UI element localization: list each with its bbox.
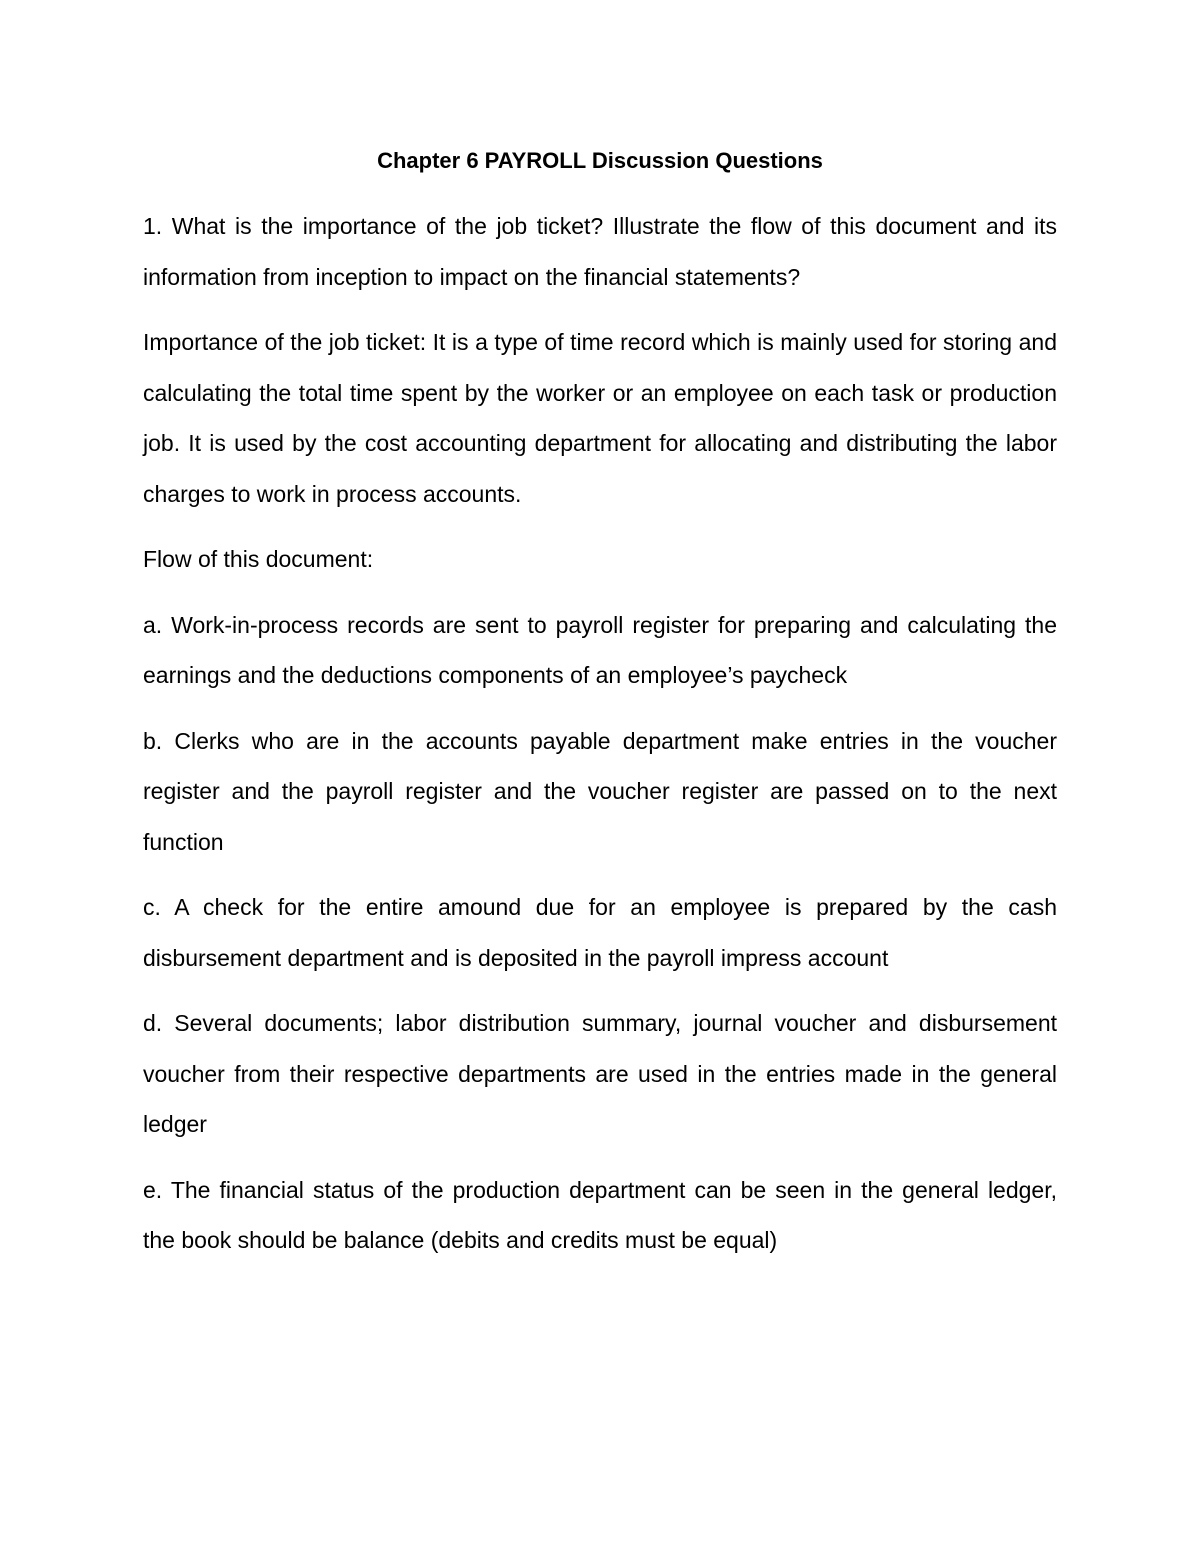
- flow-step-a: a. Work-in-process records are sent to payroll register for preparing and calculating the earnings and the deductions components of an employee’s paycheck: [143, 611, 1057, 688]
- flow-step-e: e. The financial status of the production department can be seen in the general ledger, the book should be balance (debits and credits must be equal): [143, 1176, 1057, 1253]
- flow-step-b: b. Clerks who are in the accounts payable department make entries in the voucher register and the payroll register and the voucher register are passed on to the next function: [143, 727, 1057, 855]
- document-body: [143, 136, 1057, 1281]
- importance-paragraph: Importance of the job ticket: It is a type of time record which is mainly used for storing and calculating the total time spent by the worker or an employee on each task or production job. It is used by the cost accounting department for allocating and distributing the labor charges to work in process accounts.: [143, 329, 1057, 507]
- question-text: 1. What is the importance of the job ticket? Illustrate the flow of this document and its information from inception to impact on the financial statements?: [143, 213, 1057, 290]
- flow-step-c: c. A check for the entire amound due for an employee is prepared by the cash disbursement department and is deposited in the payroll impress account: [143, 894, 1057, 971]
- document-title: Chapter 6 PAYROLL Discussion Questions: [377, 148, 823, 173]
- flow-step-d: d. Several documents; labor distribution summary, journal voucher and disbursement voucher from their respective departments are used in the entries made in the general ledger: [143, 1010, 1057, 1137]
- flow-heading: Flow of this document:: [143, 546, 374, 572]
